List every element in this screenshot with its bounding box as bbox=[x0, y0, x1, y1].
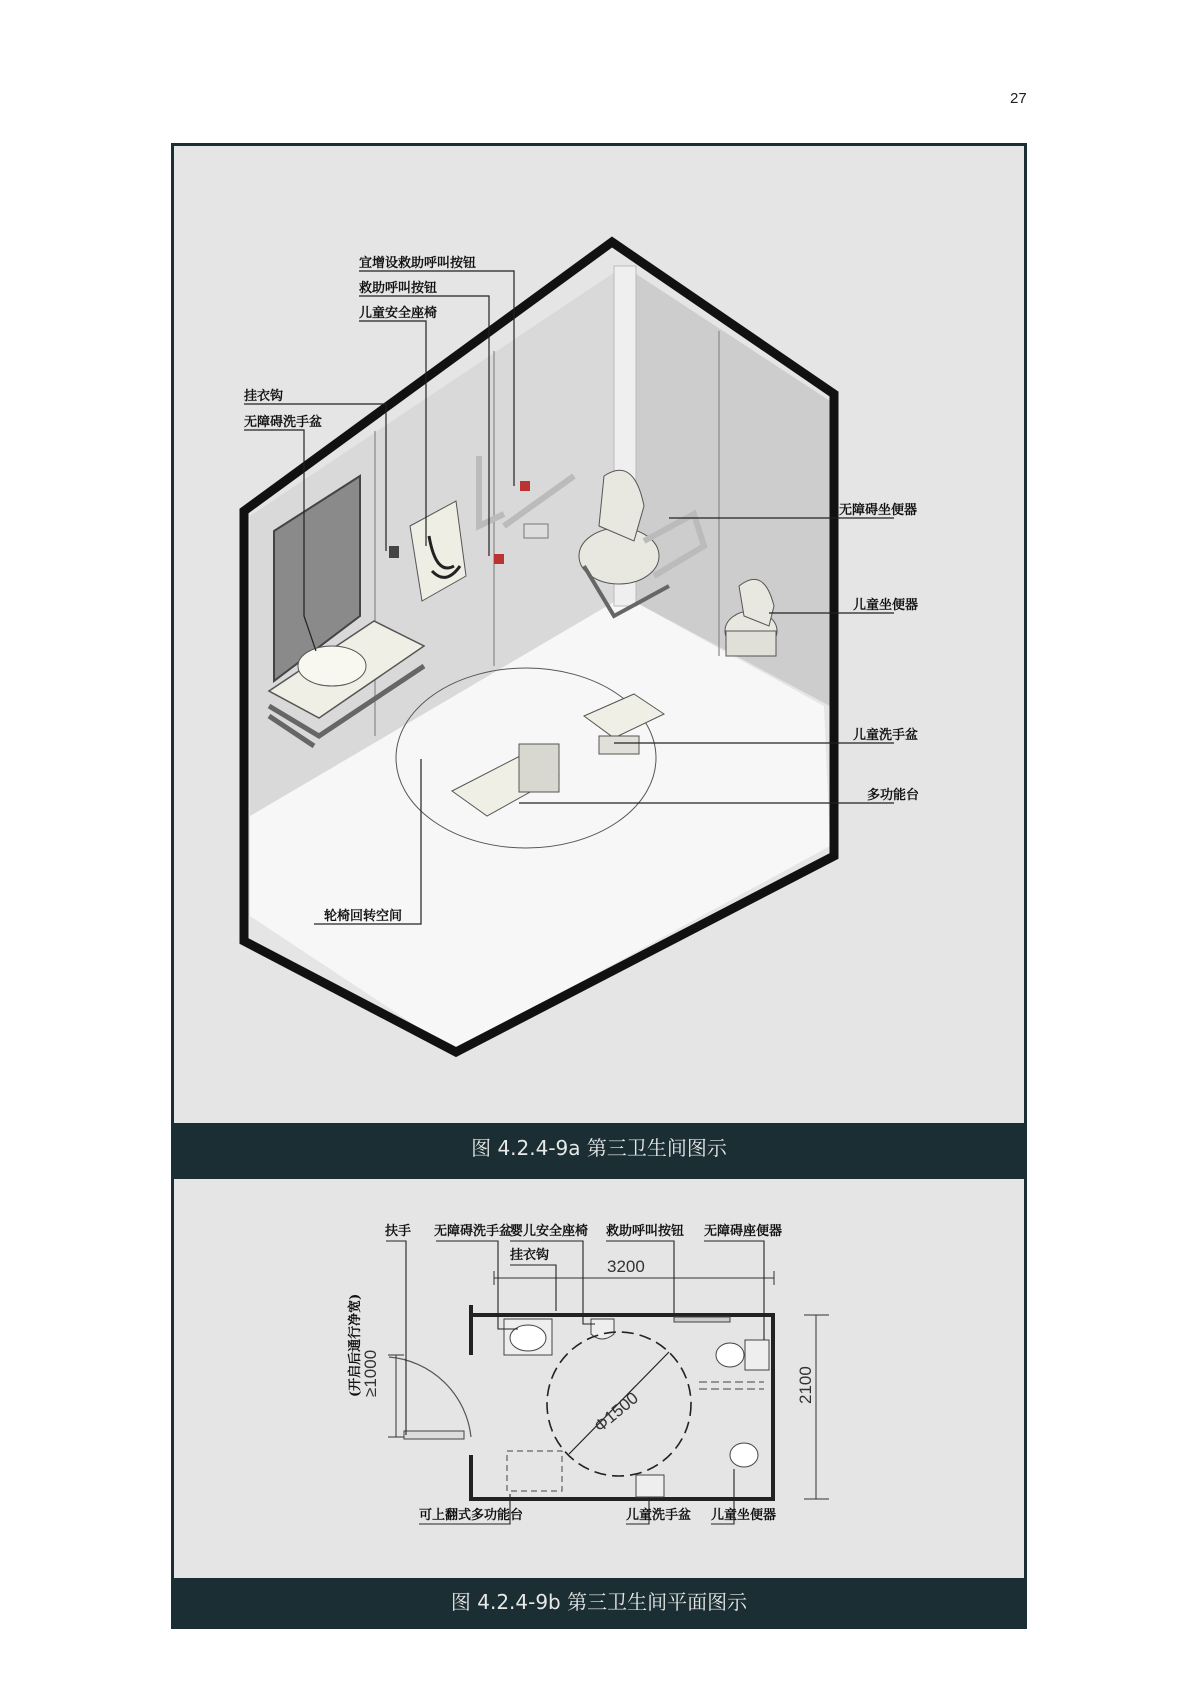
plan-label-call-button: 救助呼叫按钮 bbox=[606, 1224, 685, 1239]
label-child-safety-seat: 儿童安全座椅 bbox=[359, 306, 438, 321]
isometric-illustration bbox=[174, 146, 1024, 1126]
call-button-upper bbox=[520, 481, 530, 491]
plan-label-foldable-table: 可上翻式多功能台 bbox=[419, 1508, 524, 1523]
label-multi-function-table: 多功能台 bbox=[867, 788, 920, 803]
plan-label-child-washbasin: 儿童洗手盆 bbox=[626, 1508, 692, 1523]
plan-label-coat-hook: 挂衣钩 bbox=[510, 1248, 550, 1263]
turning-diameter: Φ1500 bbox=[590, 1388, 642, 1436]
label-accessible-washbasin: 无障碍洗手盆 bbox=[244, 415, 323, 430]
plan-child-toilet bbox=[730, 1443, 758, 1467]
plan-label-accessible-washbasin: 无障碍洗手盆 bbox=[434, 1224, 513, 1239]
plan-label-infant-seat: 婴儿安全座椅 bbox=[510, 1224, 589, 1239]
label-child-washbasin: 儿童洗手盆 bbox=[853, 728, 919, 743]
plan-foldable-table bbox=[507, 1451, 562, 1491]
label-child-toilet: 儿童坐便器 bbox=[853, 598, 919, 613]
plan-accessible-toilet bbox=[716, 1343, 744, 1367]
figure-b-caption: 图 4.2.4-9b 第三卫生间平面图示 bbox=[174, 1578, 1024, 1626]
label-accessible-toilet: 无障碍坐便器 bbox=[839, 503, 918, 518]
figure-b-panel bbox=[171, 1176, 1027, 1629]
label-coat-hook: 挂衣钩 bbox=[244, 389, 284, 404]
figure-a-caption: 图 4.2.4-9a 第三卫生间图示 bbox=[174, 1123, 1024, 1173]
plan-handrail bbox=[404, 1431, 464, 1439]
call-button-lower bbox=[494, 554, 504, 564]
door-swing bbox=[389, 1357, 471, 1437]
dimension-depth: 2100 bbox=[796, 1366, 815, 1404]
washbasin bbox=[298, 646, 366, 686]
page-number: 27 bbox=[1010, 90, 1027, 107]
label-door-clear-width: (开启后通行净宽) bbox=[348, 1293, 363, 1397]
dimension-width: 3200 bbox=[607, 1257, 645, 1276]
plan-child-washbasin bbox=[636, 1475, 664, 1497]
plan-call-button-bar bbox=[674, 1317, 730, 1322]
label-door-width: ≥1000 bbox=[361, 1349, 380, 1397]
label-call-button: 救助呼叫按钮 bbox=[359, 281, 438, 296]
label-call-button-recommended: 宜增设救助呼叫按钮 bbox=[359, 256, 477, 271]
plan-label-child-toilet: 儿童坐便器 bbox=[711, 1508, 777, 1523]
plan-label-accessible-toilet: 无障碍座便器 bbox=[704, 1224, 783, 1239]
label-wheelchair-turning-space: 轮椅回转空间 bbox=[324, 909, 403, 924]
figure-a-panel bbox=[171, 143, 1027, 1176]
floor-plan bbox=[174, 1179, 1024, 1579]
plan-label-handrail: 扶手 bbox=[385, 1224, 412, 1239]
coat-hook bbox=[389, 546, 399, 558]
